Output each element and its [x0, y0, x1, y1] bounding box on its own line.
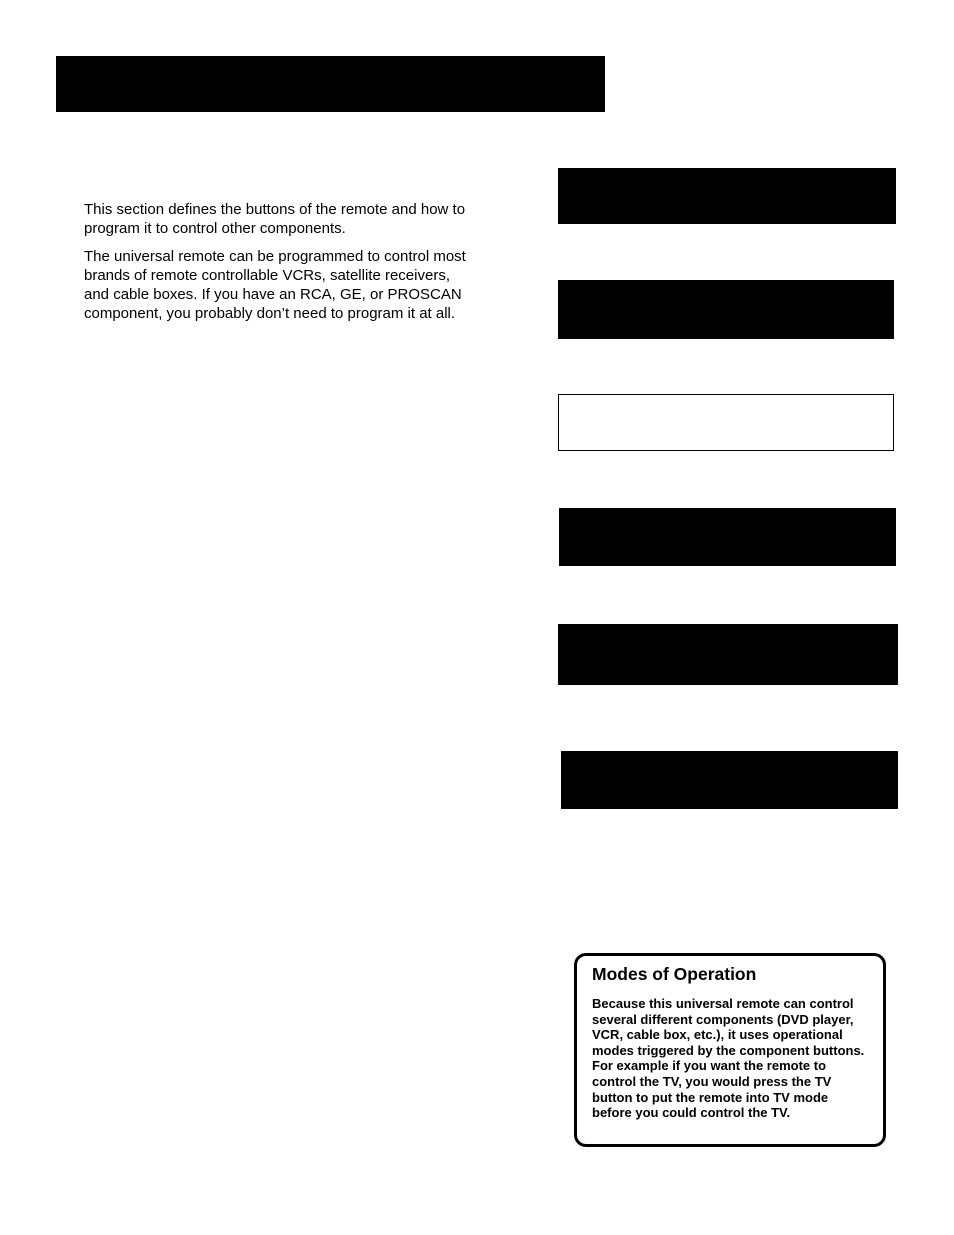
intro-paragraph-1: This section defines the buttons of the remote and how to program it to control other components. — [84, 201, 466, 237]
sidebar-block-3 — [558, 394, 894, 451]
page-header-bar — [56, 56, 605, 112]
sidebar-block-1 — [558, 168, 896, 224]
intro-section — [84, 200, 479, 332]
sidebar-block-2 — [558, 280, 894, 339]
sidebar-block-6 — [561, 751, 898, 809]
sidebar-block-4 — [559, 508, 896, 566]
sidebar-block-5 — [558, 624, 898, 685]
modes-of-operation-callout — [574, 953, 886, 1147]
intro-paragraph-2: The universal remote can be programmed to control most brands of remote controllable VCRs, satellite receivers, and cable boxes. If you have an RCA, GE, or PROSCAN component, you probably don’t need to program it at all. — [84, 248, 466, 322]
callout-title: Modes of Operation — [592, 964, 757, 984]
callout-body: Because this universal remote can control several different components (DVD player, VCR, cable box, etc.), it uses operational modes triggered by the component buttons. For example if you want the remote to control the TV, you would press the TV button to put the remote into TV mode before you could control the TV. — [592, 996, 865, 1121]
